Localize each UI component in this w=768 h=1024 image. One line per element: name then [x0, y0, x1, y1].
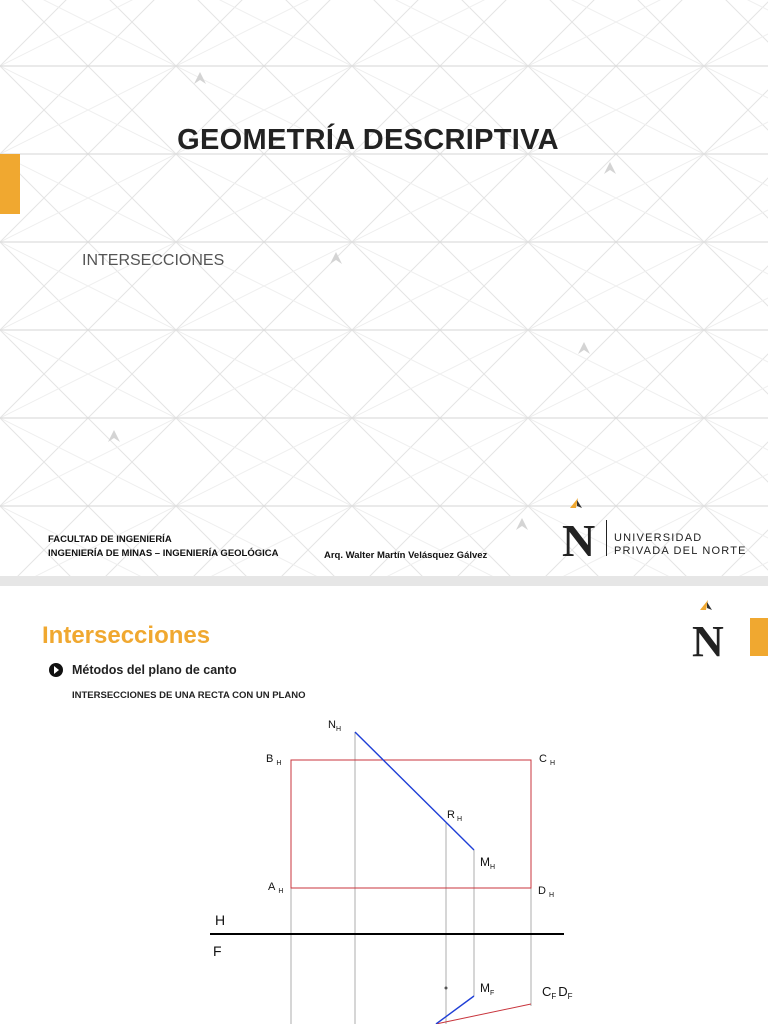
content-slide [0, 586, 768, 1024]
slide-title: Intersecciones [42, 622, 211, 649]
method-heading: Métodos del plano de canto [72, 663, 237, 677]
faculty-name: FACULTAD DE INGENIERÍA [48, 534, 172, 545]
presentation-title: GEOMETRÍA DESCRIPTIVA [177, 124, 559, 156]
svg-text:N: N [692, 617, 724, 658]
label-r: R $_H$ [447, 809, 463, 823]
university-logo-icon [560, 498, 608, 560]
label-c: C $_H$ [539, 753, 556, 767]
author-name: Arq. Walter Martín Velásquez Gálvez [324, 550, 488, 561]
line-nm [355, 732, 474, 850]
accent-tab [0, 154, 20, 214]
university-name-line1: UNIVERSIDAD [614, 532, 703, 544]
label-h-axis: H [215, 912, 226, 928]
section-heading: INTERSECCIONES DE UNA RECTA CON UN PLANO [72, 690, 306, 701]
label-b: B $_H$ [266, 753, 282, 767]
programs-name: INGENIERÍA DE MINAS – INGENIERÍA GEOLÓGICA [48, 548, 279, 559]
university-name-line2: PRIVADA DEL NORTE [614, 545, 747, 557]
label-mf: $M_F$ [480, 981, 495, 997]
label-n: $N_H$ [328, 719, 342, 733]
label-a: A $_H$ [268, 881, 284, 895]
label-f-axis: F [213, 943, 222, 959]
point-marker [445, 987, 448, 990]
label-m: $M_H$ [480, 855, 496, 871]
label-d: D $_H$ [538, 885, 555, 899]
label-cf-df: $C_F$ $D_F$ [542, 984, 573, 1001]
university-name [614, 532, 747, 558]
svg-text:N: N [562, 515, 596, 560]
intersection-diagram [0, 586, 768, 1024]
presentation-subtitle: INTERSECCIONES [82, 252, 225, 269]
logo-divider [606, 520, 607, 556]
